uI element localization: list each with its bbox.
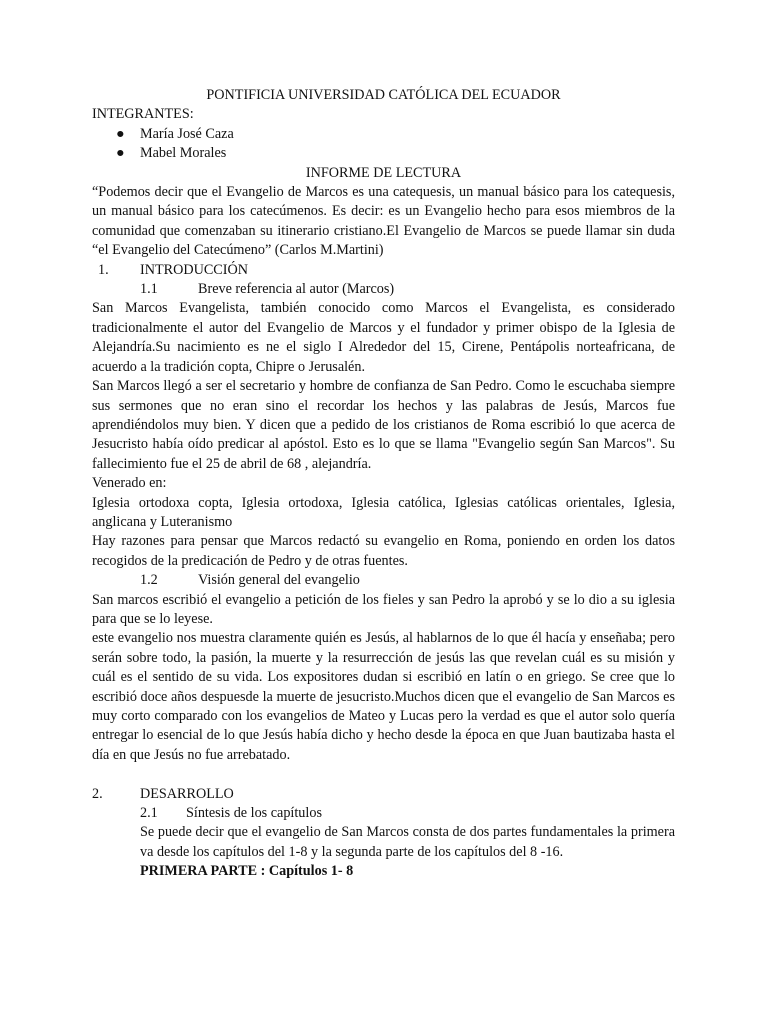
- paragraph: este evangelio nos muestra claramente quién es Jesús, al hablarnos de lo que él hacía y enseñaba; pero serán sobre todo, la pasión, la muerte y la resurrección de jesús las que revelan cuál es su misión y cuál es el sentido de su vida. Los expositores dudan si escribió en latín o en griego. Se cree que lo escribió doce años despuesde la muerte de jesucristo.Muchos dicen que el evangelio de San Marcos es muy corto comparado con los evangelios de Mateo y Lucas pero la verdad es que el autor solo quería entregar lo esencial de lo que Jesús había dicho y hecho desde la época en que Juan bautizaba hasta el día en que Jesús no fue arrebatado.: [92, 630, 675, 763]
- member-name: Mabel Morales: [140, 145, 227, 162]
- venerated-list: Iglesia ortodoxa copta, Iglesia ortodoxa, Iglesia católica, Iglesias católicas orientales, Iglesia, anglicana y Luteranismo: [92, 494, 675, 530]
- report-title: INFORME DE LECTURA: [305, 164, 462, 181]
- section-title: DESARROLLO: [140, 785, 234, 802]
- paragraph: San Marcos llegó a ser el secretario y hombre de confianza de San Pedro. Como le escuchaba siempre sus sermones que no eran sino el recordar los hechos y las palabras de Jesús, Marcos fue aprendiéndolos muy bien. Y dicen que a pedido de los cristianos de Roma escribió lo que acerca de Jesucristo había oído predicar al apóstol. Esto es lo que se llama "Evangelio según San Marcos". Su fallecimiento fue el 25 de abril de 68 , alejandría.: [92, 378, 675, 472]
- university-title: PONTIFICIA UNIVERSIDAD CATÓLICA DEL ECUADOR: [206, 87, 561, 103]
- member-item: [92, 125, 675, 144]
- subsection-heading-vision: [92, 571, 675, 590]
- members-label: INTEGRANTES:: [92, 106, 194, 123]
- opening-quote: “Podemos decir que el Evangelio de Marcos es una catequesis, un manual básico para los catequesis, un manual básico para los catecúmenos. Es decir: es un Evangelio hecho para esos miembros de la comunidad que comenzaban su itinerario cristiano.El Evangelio de Marcos se puede llamar sin duda “el Evangelio del Catecúmeno” (Carlos M.Martini): [92, 184, 675, 259]
- subsection-title: Visión general del evangelio: [198, 572, 360, 589]
- member-item: [92, 144, 675, 163]
- subsection-number: 1.2: [140, 572, 158, 589]
- bullet-icon: ●: [116, 125, 125, 142]
- members-list: [92, 125, 675, 164]
- subsection-title: Síntesis de los capítulos: [186, 805, 322, 822]
- paragraph: Se puede decir que el evangelio de San Marcos consta de dos partes fundamentales la primera va desde los capítulos del 1-8 y la segunda parte de los capítulos del 8 -16.: [140, 824, 675, 860]
- venerated-label: Venerado en:: [92, 475, 167, 492]
- blank-line: [92, 765, 675, 784]
- part-heading: PRIMERA PARTE : Capítulos 1- 8: [140, 863, 354, 880]
- subsection-heading-autor: [92, 280, 675, 299]
- bullet-icon: ●: [116, 145, 125, 162]
- section-number: 2.: [92, 785, 103, 802]
- subsection-number: 2.1: [140, 805, 158, 822]
- section-heading-desarrollo: [92, 785, 675, 804]
- section-number: 1.: [98, 261, 109, 278]
- section-heading-introduccion: [92, 261, 675, 280]
- paragraph: San marcos escribió el evangelio a petición de los fieles y san Pedro la aprobó y se lo dio a su iglesia para que se lo leyese.: [92, 591, 675, 627]
- subsection-title: Breve referencia al autor (Marcos): [198, 281, 395, 298]
- subsection-heading-sintesis: [92, 804, 675, 823]
- document-body: [92, 86, 675, 882]
- paragraph: San Marcos Evangelista, también conocido como Marcos el Evangelista, es considerado tradicionalmente el autor del Evangelio de Marcos y el fundador y primer obispo de la Iglesia de Alejandría.Su nacimiento es ne el siglo I Alrededor del 15, Cirene, Pentápolis norteafricana, de acuerdo a la tradición copta, Chipre o Jerusalén.: [92, 300, 675, 375]
- paragraph: Hay razones para pensar que Marcos redactó su evangelio en Roma, poniendo en orden los datos recogidos de la predicación de Pedro y de otras fuentes.: [92, 533, 675, 569]
- member-name: María José Caza: [140, 125, 234, 142]
- section-title: INTRODUCCIÓN: [140, 261, 248, 278]
- subsection-number: 1.1: [140, 281, 158, 298]
